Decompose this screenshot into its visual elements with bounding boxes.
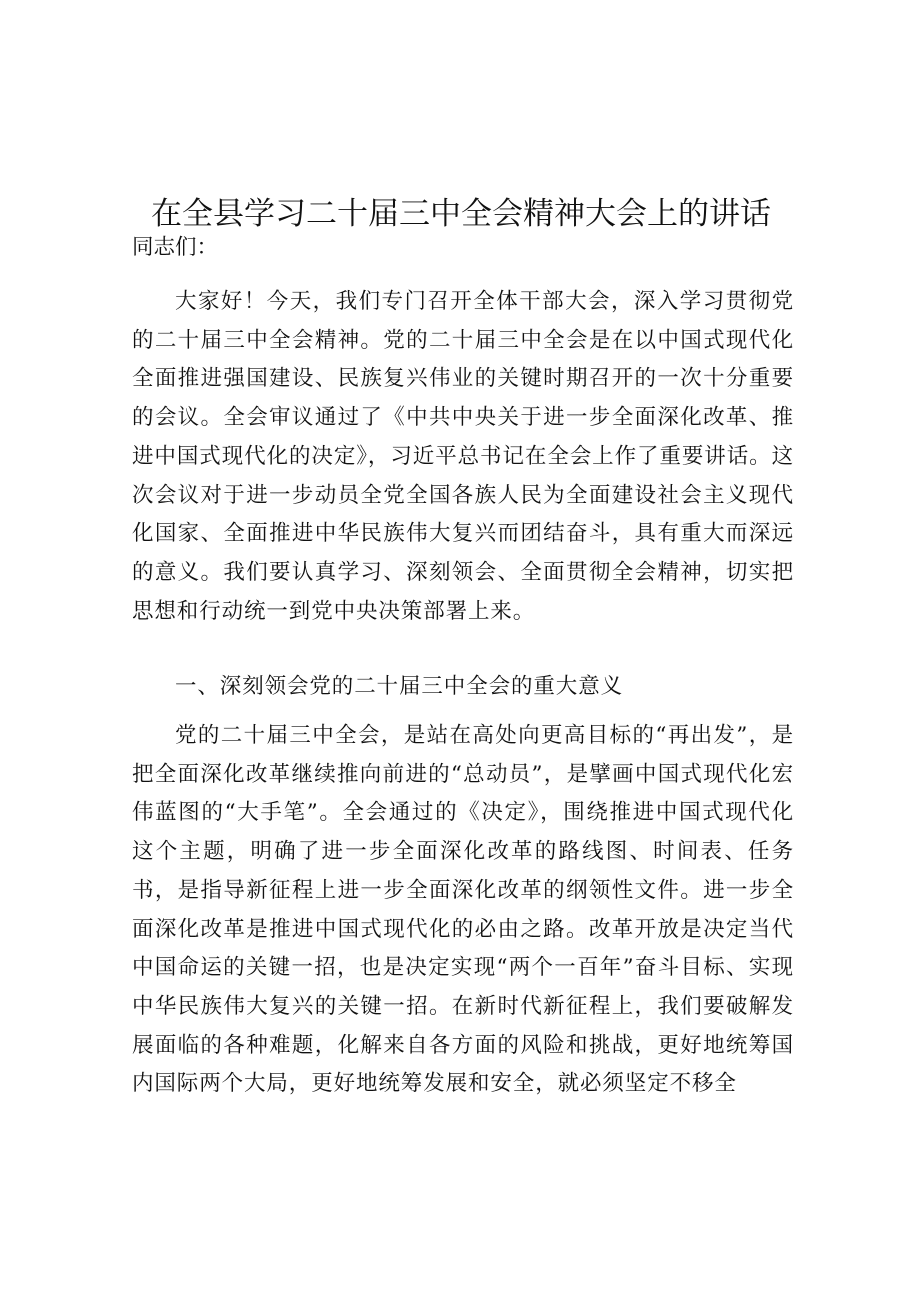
section-heading: 一、深刻领会党的二十届三中全会的重大意义 [175,674,624,699]
paragraph-opening: 大家好！今天，我们专门召开全体干部大会，深入学习贯彻党的二十届三中全会精神。党的二十届三中全会是在以中国式现代化全面推进强国建设、民族复兴伟业的关键时期召开的一次十分重要的会议。全会审议通过了《中共中央关于进一步全面深化改革、推进中国式现代化的决定》，习近平总书记在全会上作了重要讲话。这次会议对于进一步动员全党全国各族人民为全面建设社会主义现代化国家、全面推进中华民族伟大复兴而团结奋斗，具有重大而深远的意义。我们要认真学习、深刻领会、全面贯彻全会精神，切实把思想和行动统一到党中央决策部署上来。 [132,289,794,624]
salutation: 同志们： [132,235,219,260]
paragraph-body: 党的二十届三中全会，是站在高处向更高目标的“再出发”，是把全面深化改革继续推向前进的“总动员”，是擘画中国式现代化宏伟蓝图的“大手笔”。全会通过的《决定》，围绕推进中国式现代化这个主题，明确了进一步全面深化改革的路线图、时间表、任务书，是指导新征程上进一步全面深化改革的纲领性文件。进一步全面深化改革是推进中国式现代化的必由之路。改革开放是决定当代中国命运的关键一招，也是决定实现“两个一百年”奋斗目标、实现中华民族伟大复兴的关键一招。在新时代新征程上，我们要破解发展面临的各种难题，化解来自各方面的风险和挑战，更好地统筹国内国际两个大局，更好地统筹发展和安全，就必须坚定不移全 [132,723,794,1097]
document-title: 在全县学习二十届三中全会精神大会上的讲话 [151,195,771,232]
